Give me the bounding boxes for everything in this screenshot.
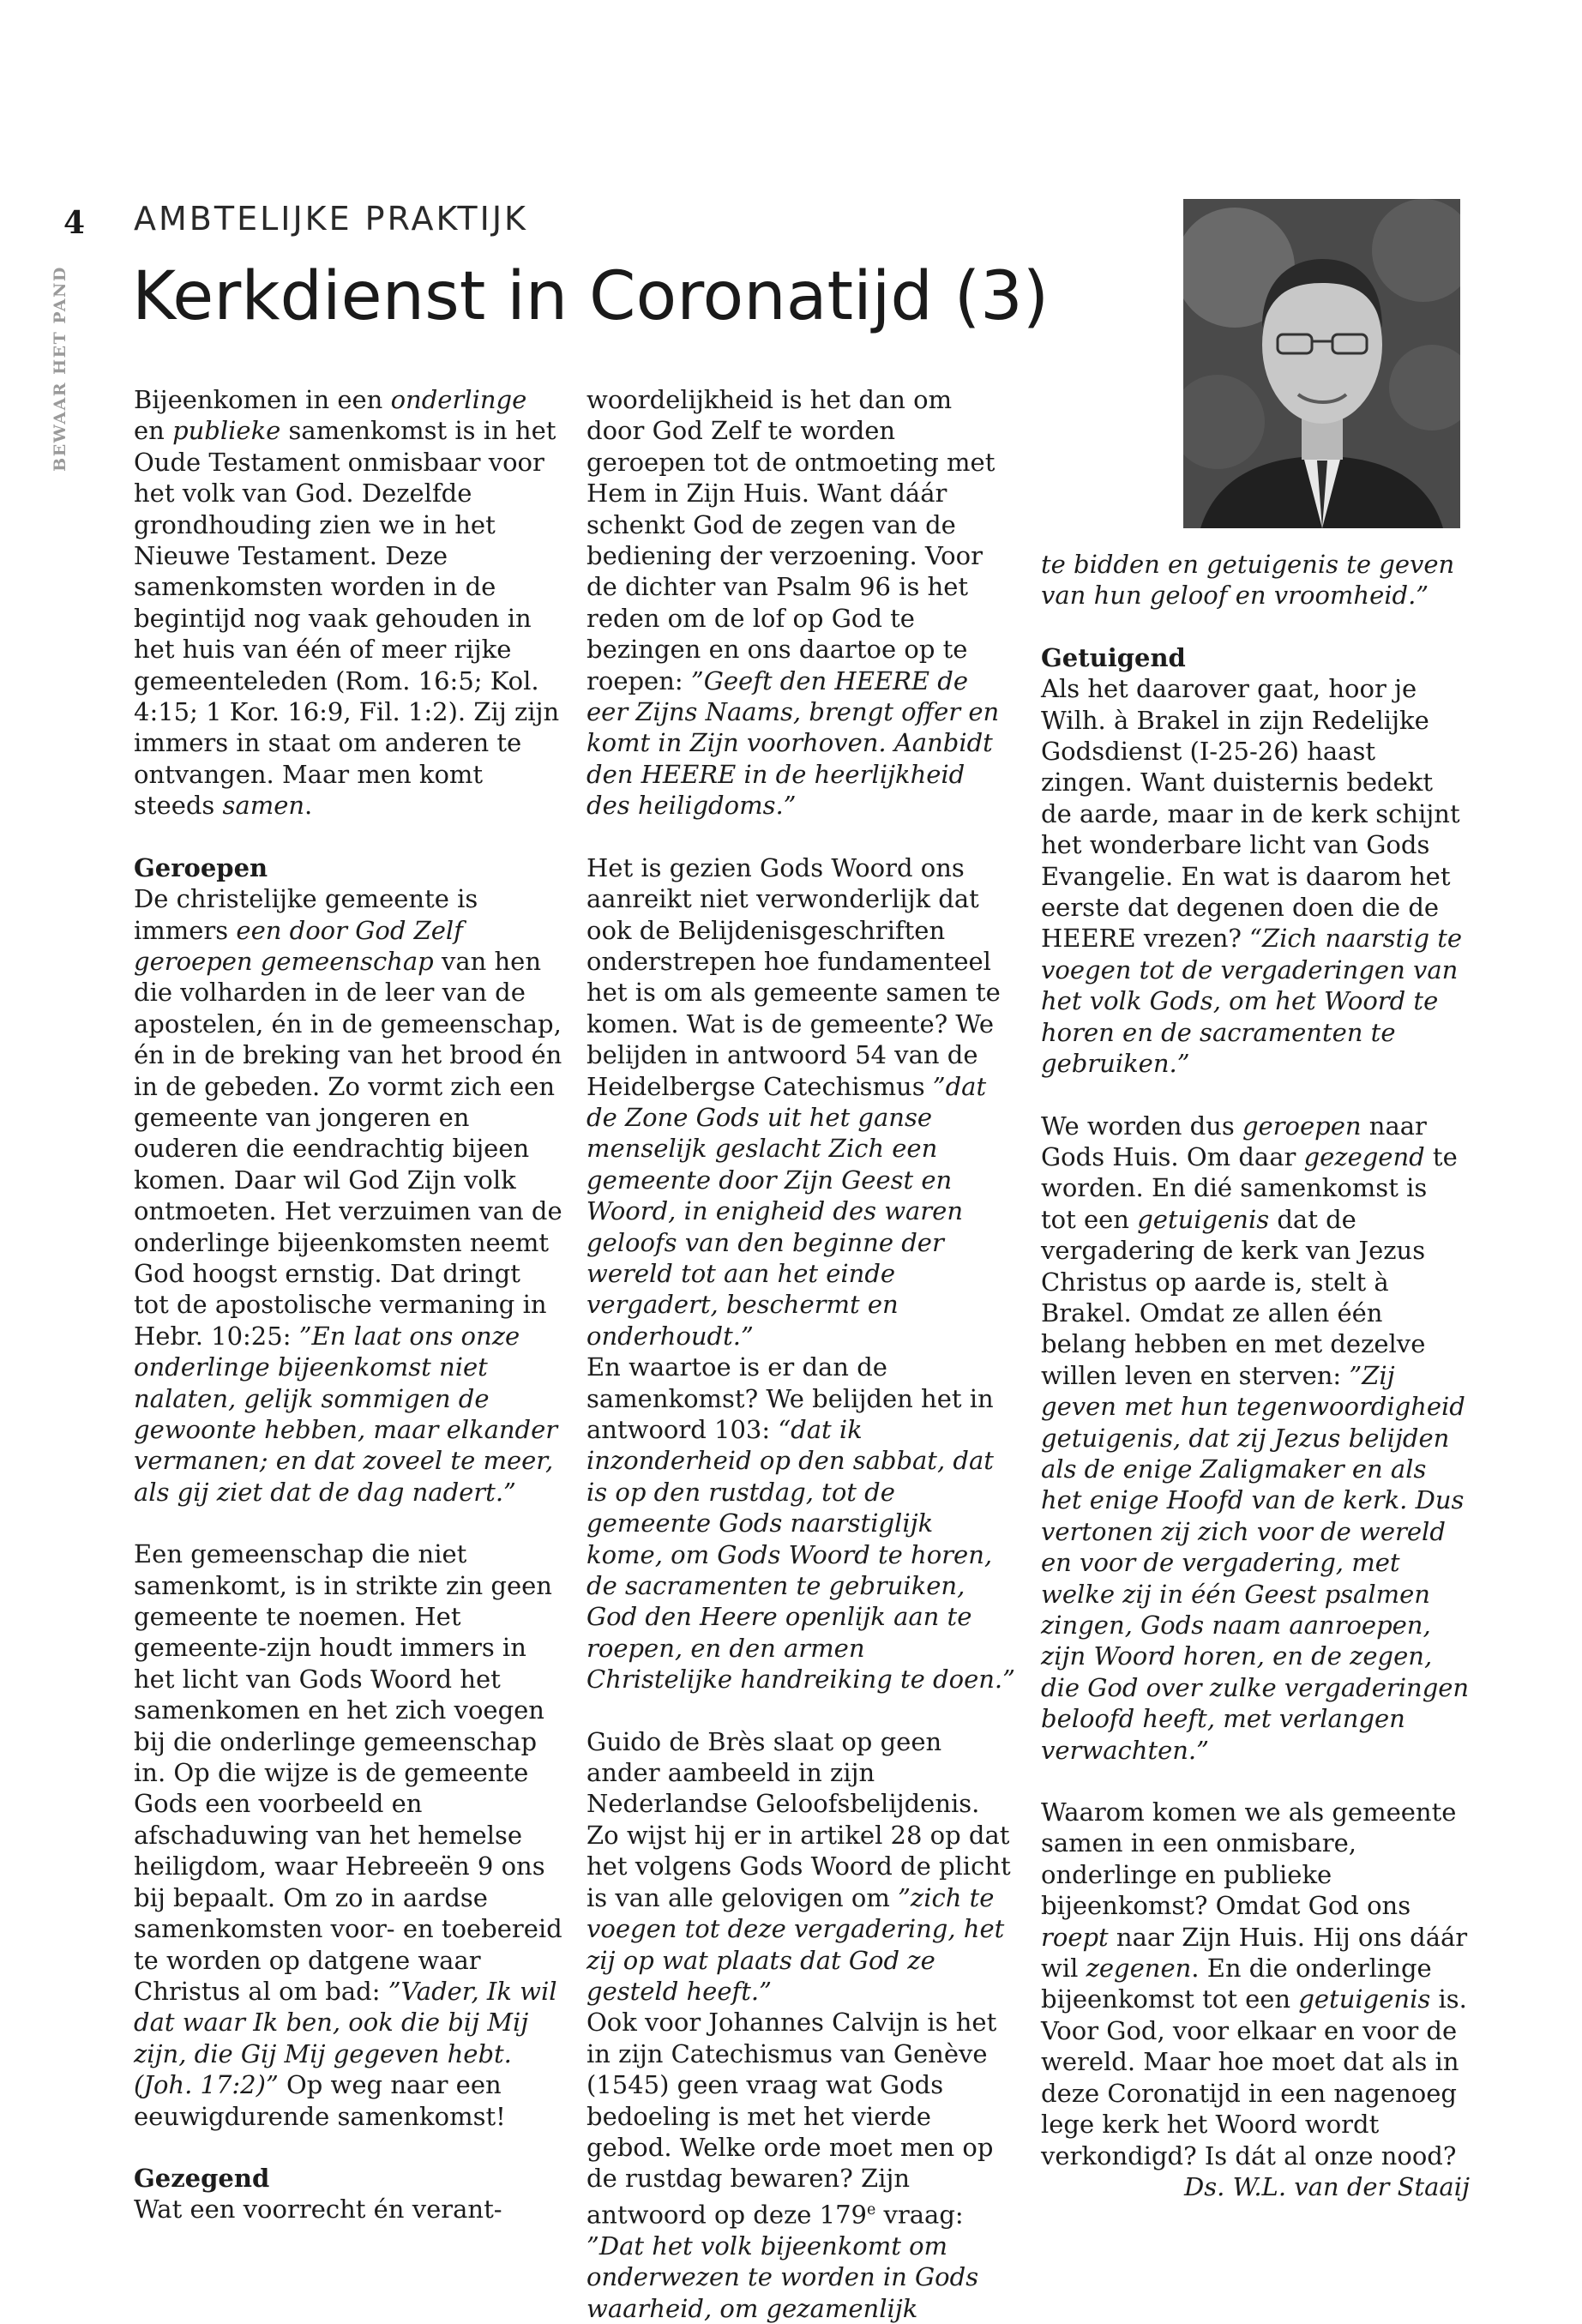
- column-3: [1041, 549, 1470, 2202]
- article-title: Kerkdienst in Coronatijd (3): [132, 258, 1050, 335]
- paragraph: En waartoe is er dan de samenkomst? We belijden het in antwoord 103: “dat ik inzonderheid op den sabbat, dat is op den rustdag, tot de gemeente Gods naarstiglijk kome, om Gods Woord te horen, de sacramenten te gebruiken, God den Heere openlijk aan te roepen, en den armen Christelijke handreiking te doen.”: [586, 1352, 1015, 1695]
- column-2: [586, 384, 1015, 2324]
- section-label: AMBTELIJKE PRAKTIJK: [134, 200, 528, 238]
- paragraph: Het is gezien Gods Woord ons aanreikt niet verwonderlijk dat ook de Belijdenisgeschriften onderstrepen hoe fundamenteel het is om als gemeente samen te komen. Wat is de gemeente? We belijden in antwoord 54 van de Heidelbergse Catechismus ”dat de Zone Gods uit het ganse menselijk geslacht Zich een gemeente door Zijn Geest en Woord, in enigheid des waren geloofs van den beginne der wereld tot aan het einde vergadert, beschermt en onderhoudt.”: [586, 852, 1001, 1351]
- paragraph: te bidden en getuigenis te geven van hun geloof en vroomheid.”: [1041, 550, 1455, 611]
- column-1: [134, 384, 562, 2225]
- paragraph: We worden dus geroepen naar Gods Huis. Om daar gezegend te worden. En dié samenkomst is tot een getuigenis dat de vergadering de kerk van Jezus Christus op aarde is, stelt à Brakel. Omdat ze allen één belang hebben en met dezelve willen leven en sterven: ”Zij geven met hun tegenwoordigheid getuigenis, dat zij Jezus belijden als de enige Zaligmaker en als het enige Hoofd van de kerk. Dus vertonen zij zich voor de wereld en voor de vergadering, met welke zij in één Geest psalmen zingen, Gods naam aanroepen, zijn Woord horen, en de zegen, die God over zulke vergaderingen beloofd heeft, met verlangen verwachten.”: [1041, 1111, 1470, 1765]
- paragraph: Een gemeenschap die niet samenkomt, is in strikte zin geen gemeente te noemen. Het gemeente-zijn houdt immers in het licht van Gods Woord het samenkomen en het zich voegen bij die onderlinge gemeenschap in. Op die wijze is de gemeente Gods een voorbeeld en afschaduwing van het hemelse heiligdom, waar Hebreeën 9 ons bij bepaalt. Om zo in aardse samenkomsten voor- en toebereid te worden op datgene waar Christus al om bad: ”Vader, Ik wil dat waar Ik ben, ook die bij Mij zijn, die Gij Mij gegeven hebt. (Joh. 17:2)” Op weg naar een eeuwigdurende samenkomst!: [134, 1539, 562, 2131]
- running-head: [43, 257, 77, 480]
- paragraph: woordelijkheid is het dan om door God Zelf te worden geroepen tot de ontmoeting met Hem in Zijn Huis. Want dáár schenkt God de zegen van de bediening der verzoening. Voor de dichter van Psalm 96 is het reden om de lof op God te bezingen en ons daartoe op te roepen: ”Geeft den HEERE de eer Zijns Naams, brengt offer en komt in Zijn voorhoven. Aanbidt den HEERE in de heerlijkheid des heiligdoms.”: [586, 385, 1000, 821]
- page-number: 4: [63, 205, 86, 241]
- subheading-getuigend: Getuigend: [1041, 642, 1186, 672]
- paragraph: Als het daarover gaat, hoor je Wilh. à Brakel in zijn Redelijke Godsdienst (I-25-26) haast zingen. Want duisternis bedekt de aarde, maar in de kerk schijnt het wonderbare licht van Gods Evangelie. En wat is daarom het eerste dat degenen doen die de HEERE vrezen? “Zich naarstig te voegen tot de vergaderingen van het volk Gods, om het Woord te horen en de sacramenten te gebruiken.”: [1041, 674, 1463, 1079]
- author-signature: Ds. W.L. van der Staaij: [1184, 2171, 1470, 2201]
- subheading-geroepen: Geroepen: [134, 852, 268, 882]
- paragraph: Wat een voorrecht én verant-: [134, 2195, 502, 2225]
- paragraph: Bijeenkomen in een onderlinge en publieke samenkomst is in het Oude Testament onmisbaar voor het volk van God. Dezelfde grondhouding zien we in het Nieuwe Testament. Deze samenkomsten worden in de begintijd nog vaak gehouden in het huis van één of meer rijke gemeenteleden (Rom. 16:5; Kol. 4:15; 1 Kor. 16:9, Fil. 1:2). Zij zijn immers in staat om anderen te ontvangen. Maar men komt steeds samen.: [134, 385, 560, 821]
- running-head-text: BEWAAR HET PAND: [51, 266, 69, 472]
- paragraph: Ook voor Johannes Calvijn is het in zijn Catechismus van Genève (1545) geen vraag wat Gods bedoeling is met het vierde gebod. Welke orde moet men op de rustdag bewaren? Zijn antwoord op deze 179e vraag: ”Dat het volk bijeenkomt om onderwezen te worden in Gods waarheid, om gezamenlijk: [586, 2008, 997, 2323]
- subheading-gezegend: Gezegend: [134, 2163, 270, 2193]
- author-portrait-icon: [1183, 199, 1460, 528]
- paragraph: Waarom komen we als gemeente samen in een onmisbare, onderlinge en publieke bijeenkomst? Omdat God ons roept naar Zijn Huis. Hij ons dáár wil zegenen. En die onderlinge bijeenkomst tot een getuigenis is. Voor God, voor elkaar en voor de wereld. Maar hoe moet dat als in deze Coronatijd in een nagenoeg lege kerk het Woord wordt verkondigd? Is dát al onze nood?: [1041, 1797, 1468, 2170]
- paragraph: De christelijke gemeente is immers een door God Zelf geroepen gemeenschap van hen die volharden in de leer van de apostelen, én in de gemeenschap, én in de breking van het brood én in de gebeden. Zo vormt zich een gemeente van jongeren en ouderen die eendrachtig bijeen komen. Daar wil God Zijn volk ontmoeten. Het verzuimen van de onderlinge bijeenkomsten neemt God hoogst ernstig. Dat dringt tot de apostolische vermaning in Hebr. 10:25: ”En laat ons onze onderlinge bijeenkomst niet nalaten, gelijk sommigen de gewoonte hebben, maar elkander vermanen; en dat zoveel te meer, als gij ziet dat de dag nadert.”: [134, 884, 562, 1507]
- paragraph: Guido de Brès slaat op geen ander aambeeld in zijn Nederlandse Geloofsbelijdenis. Zo wijst hij er in artikel 28 op dat het volgens Gods Woord de plicht is van alle gelovigen om ”zich te voegen tot deze vergadering, het zij op wat plaats dat God ze gesteld heeft.”: [586, 1726, 1011, 2006]
